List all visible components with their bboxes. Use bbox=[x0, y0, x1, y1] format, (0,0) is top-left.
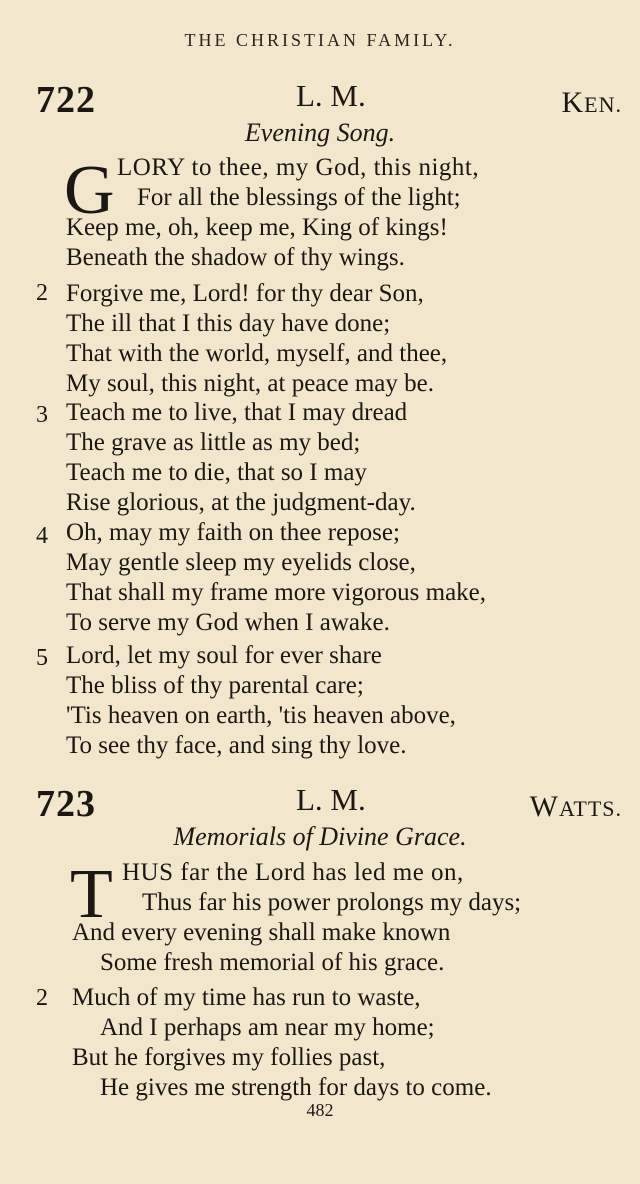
drop-cap: T bbox=[70, 856, 113, 933]
verse-line: Teach me to live, that I may dread bbox=[66, 399, 408, 426]
tune-initial: W bbox=[529, 790, 559, 823]
verse-line: That shall my frame more vigorous make, bbox=[66, 579, 487, 606]
verse-line: Thus far his power prolongs my days; bbox=[142, 889, 522, 916]
hymn-subtitle: Evening Song. bbox=[244, 118, 396, 147]
verse-line: 'Tis heaven on earth, 'tis heaven above, bbox=[66, 702, 456, 729]
verse-line: He gives me strength for days to come. bbox=[100, 1074, 492, 1101]
verse-line: And every evening shall make known bbox=[72, 919, 451, 946]
verse-line: Beneath the shadow of thy wings. bbox=[66, 244, 405, 271]
stanza-number: 4 bbox=[36, 523, 48, 549]
verse-line: Some fresh memorial of his grace. bbox=[100, 949, 445, 976]
verse-line: Much of my time has run to waste, bbox=[72, 984, 421, 1011]
hymn-tune bbox=[530, 790, 622, 824]
hymn-number: 722 bbox=[36, 79, 96, 121]
verse-line: Forgive me, Lord! for thy dear Son, bbox=[66, 280, 424, 307]
verse-line: LORY to thee, my God, this night, bbox=[117, 154, 480, 181]
hymn-722-header bbox=[36, 78, 622, 122]
hymn-number: 723 bbox=[36, 783, 96, 825]
stanza-number: 2 bbox=[36, 985, 48, 1011]
verse-line: To see thy face, and sing thy love. bbox=[66, 732, 407, 759]
stanza-number: 5 bbox=[36, 645, 48, 671]
hymn-723-header bbox=[36, 782, 622, 826]
verse-line: Oh, may my faith on thee repose; bbox=[66, 519, 400, 546]
stanza-number: 3 bbox=[36, 402, 48, 428]
verse-line: And I perhaps am near my home; bbox=[100, 1014, 435, 1041]
verse-line: May gentle sleep my eyelids close, bbox=[66, 549, 416, 576]
verse-line: To serve my God when I awake. bbox=[66, 609, 390, 636]
tune-initial: K bbox=[561, 86, 585, 119]
verse-line: The ill that I this day have done; bbox=[66, 310, 391, 337]
tune-rest: EN. bbox=[584, 92, 622, 117]
verse-line: Lord, let my soul for ever share bbox=[66, 642, 382, 669]
hymn-subtitle: Memorials of Divine Grace. bbox=[173, 822, 467, 851]
hymn-meter: L. M. bbox=[296, 78, 366, 113]
stanza-number: 2 bbox=[36, 280, 48, 306]
page-number: 482 bbox=[306, 1100, 334, 1120]
drop-cap: G bbox=[64, 152, 115, 229]
hymn-meter: L. M. bbox=[296, 782, 366, 817]
verse-line: But he forgives my follies past, bbox=[72, 1044, 386, 1071]
running-head: THE CHRISTIAN FAMILY. bbox=[184, 30, 456, 50]
verse-line: Teach me to die, that so I may bbox=[66, 459, 367, 486]
verse-line: My soul, this night, at peace may be. bbox=[66, 370, 434, 397]
verse-line: The grave as little as my bed; bbox=[66, 429, 361, 456]
verse-line: For all the blessings of the light; bbox=[137, 184, 461, 211]
verse-line: Rise glorious, at the judgment-day. bbox=[66, 489, 416, 516]
verse-line: That with the world, myself, and thee, bbox=[66, 340, 448, 367]
hymn-tune bbox=[562, 86, 623, 120]
tune-rest: ATTS. bbox=[558, 796, 622, 821]
verse-line: The bliss of thy parental care; bbox=[66, 672, 364, 699]
verse-line: HUS far the Lord has led me on, bbox=[122, 859, 464, 886]
verse-line: Keep me, oh, keep me, King of kings! bbox=[66, 214, 448, 241]
